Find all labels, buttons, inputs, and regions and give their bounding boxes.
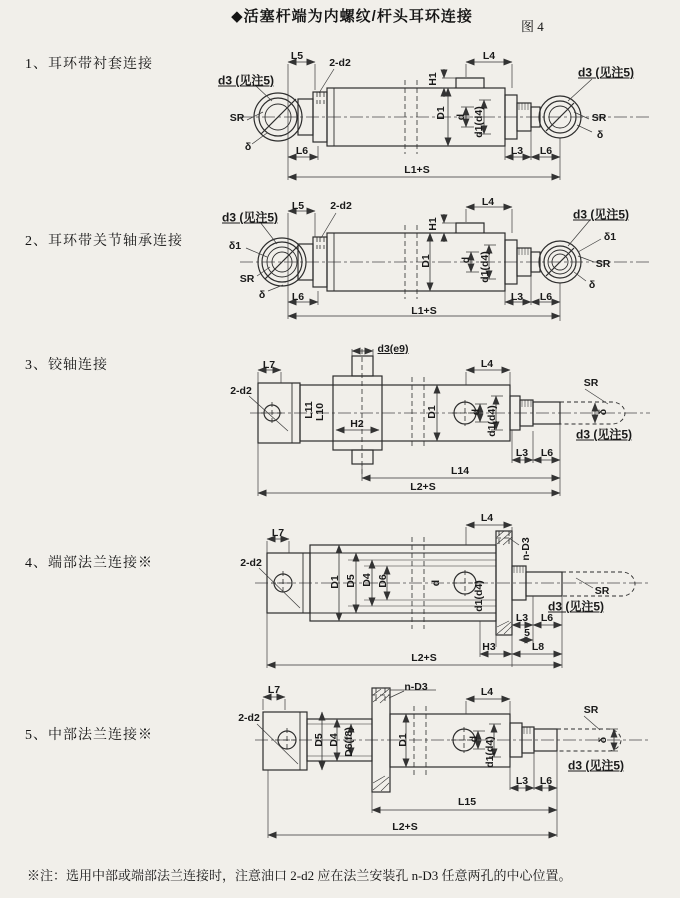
dim-label: L3: [510, 291, 524, 303]
dim-label: δ: [258, 289, 266, 301]
dim-label: d3 (见注5): [575, 427, 633, 442]
dim-label: d3 (见注5): [547, 599, 605, 614]
dim-label: D1: [435, 106, 447, 120]
dim-label: d3(e9): [377, 343, 409, 355]
dim-label: L11: [303, 401, 315, 419]
dim-label: δ: [244, 141, 252, 153]
drawing-eye-bushing: [240, 62, 652, 180]
section-1-label: 1、耳环带衬套连接: [25, 57, 153, 72]
dim-label: L3: [515, 612, 529, 624]
dim-label: L5: [290, 50, 304, 62]
dim-label: D1: [397, 733, 409, 747]
dim-label: δ1: [603, 231, 617, 243]
section-4-label: 4、端部法兰连接※: [25, 556, 153, 571]
dim-label: D6(f8): [343, 727, 355, 757]
footnote: ※注：选用中部或端部法兰连接时，注意油口 2-d2 应在法兰安装孔 n-D3 任意两孔的中心位置。: [27, 868, 572, 883]
dim-label: SR: [583, 704, 599, 716]
dim-label: L14: [450, 465, 470, 477]
dim-label: SR: [239, 273, 255, 285]
dim-label: δ1: [228, 240, 242, 252]
drawing-mid-flange: [255, 688, 650, 838]
dim-label: d: [430, 579, 442, 587]
dim-label: d3 (见注5): [221, 210, 279, 225]
dim-label: L7: [271, 527, 285, 539]
dim-label: d3 (见注5): [572, 207, 630, 222]
dim-label: d3 (见注5): [567, 758, 625, 773]
dim-label: D6: [377, 574, 389, 588]
dim-label: d1(d4): [484, 736, 496, 768]
dim-label: L3: [515, 447, 529, 459]
section-2-label: 2、耳环带关节轴承连接: [25, 234, 183, 249]
dim-label: L6: [539, 291, 553, 303]
dim-label: d: [468, 735, 480, 743]
dim-label: D5: [345, 574, 357, 588]
dim-label: L6: [291, 291, 305, 303]
drawing-eye-bearing: [240, 207, 652, 321]
dim-label: d1(d4): [486, 405, 498, 437]
dim-label: L10: [314, 402, 326, 422]
dim-label: D5: [313, 733, 325, 747]
dim-label: L15: [457, 796, 477, 808]
dim-label: n-D3: [404, 681, 428, 693]
dim-label: L6: [295, 145, 309, 157]
dim-label: L4: [481, 196, 495, 208]
dim-label: D1: [329, 575, 341, 589]
dim-label: D1: [426, 405, 438, 419]
dim-label: L1+S: [411, 305, 437, 317]
dim-label: d: [455, 113, 467, 121]
dim-label: L3: [515, 775, 529, 787]
dim-label: d1(d4): [479, 251, 491, 283]
dim-label: 2-d2: [329, 57, 351, 69]
dim-label: L4: [480, 358, 494, 370]
dim-label: d1(d4): [473, 106, 485, 138]
dim-label: SR: [594, 585, 610, 597]
dim-label: δ: [597, 736, 609, 744]
dim-label: 2-d2: [330, 200, 352, 212]
dim-label: L6: [540, 612, 554, 624]
dim-label: L6: [539, 775, 553, 787]
dim-label: L4: [480, 686, 494, 698]
dim-label: SR: [595, 258, 611, 270]
dim-label: SR: [583, 377, 599, 389]
dim-label: SR: [591, 112, 607, 124]
dim-label: n-D3: [520, 537, 532, 561]
dim-label: L2+S: [410, 481, 436, 493]
dim-label: δ: [588, 279, 596, 291]
dim-label: L3: [510, 145, 524, 157]
dim-label: 2-d2: [238, 712, 260, 724]
dim-label: D4: [328, 733, 340, 747]
drawing-trunnion: [249, 349, 650, 496]
dim-label: H1: [427, 217, 439, 231]
section-3-label: 3、铰轴连接: [25, 358, 108, 373]
dim-label: L6: [539, 145, 553, 157]
dim-label: SR: [229, 112, 245, 124]
dim-label: L8: [531, 641, 545, 653]
dim-label: d: [460, 256, 472, 264]
dim-label: L6: [540, 447, 554, 459]
drawing-end-flange: [255, 525, 650, 668]
dim-label: D1: [420, 254, 432, 268]
dim-label: δ: [597, 408, 609, 416]
dim-label: L2+S: [411, 652, 437, 664]
page-title: ◆活塞杆端为内螺纹/杆头耳环连接: [231, 8, 473, 25]
dim-label: H2: [350, 418, 364, 430]
dim-label: L4: [482, 50, 496, 62]
figure-number: 图 4: [521, 19, 544, 34]
dim-label: L7: [262, 359, 276, 371]
dim-label: d1(d4): [473, 580, 485, 612]
dim-label: d3 (见注5): [217, 73, 275, 88]
dim-label: H3: [482, 641, 496, 653]
dim-label: H1: [427, 72, 439, 86]
dim-label: D4: [361, 573, 373, 587]
dim-label: L1+S: [404, 164, 430, 176]
section-5-label: 5、中部法兰连接※: [25, 728, 153, 743]
dim-label: 2-d2: [240, 557, 262, 569]
dim-label: d: [470, 408, 482, 416]
dim-label: d3 (见注5): [577, 65, 635, 80]
dim-label: L4: [480, 512, 494, 524]
dim-label: 2-d2: [230, 385, 252, 397]
dim-label: L7: [267, 684, 281, 696]
dim-label: δ: [596, 129, 604, 141]
dim-label: 5: [524, 627, 530, 639]
dim-label: L5: [291, 200, 305, 212]
dim-label: L2+S: [392, 821, 418, 833]
